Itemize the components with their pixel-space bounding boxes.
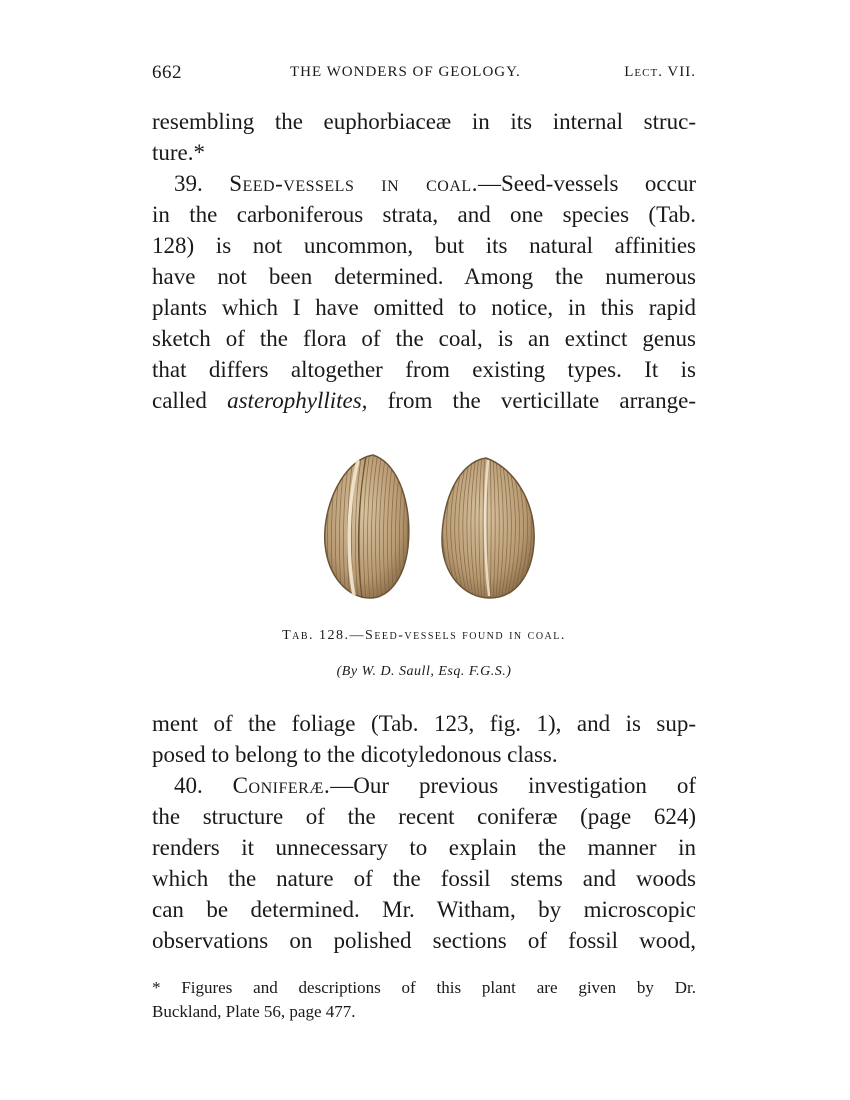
seed-vessels-svg bbox=[318, 452, 540, 602]
text-block-top bbox=[152, 106, 696, 416]
text-line: that differs altogether from existing types. It is bbox=[152, 357, 696, 382]
section-40-heading-line bbox=[152, 770, 696, 801]
text-line: which the nature of the fossil stems and woods bbox=[152, 866, 696, 891]
figure-caption: Tab. 128.—Seed-vessels found in coal. bbox=[282, 628, 566, 643]
seed-vessel-illustration bbox=[318, 452, 540, 602]
text-line: ture.* bbox=[152, 140, 206, 165]
text-line: in the carboniferous strata, and one species (Tab. bbox=[152, 202, 696, 227]
footnote-line: * Figures and descriptions of this plant are given by Dr. bbox=[152, 978, 696, 997]
genus-name: asterophyllites, bbox=[227, 388, 368, 413]
running-title: THE WONDERS OF GEOLOGY. bbox=[290, 64, 521, 80]
text-line: can be determined. Mr. Witham, by microscopic bbox=[152, 897, 696, 922]
running-header bbox=[152, 62, 696, 86]
text-line: sketch of the flora of the coal, is an extinct genus bbox=[152, 326, 696, 351]
section-number: 40. bbox=[174, 773, 203, 798]
text-line: posed to belong to the dicotyledonous class. bbox=[152, 742, 558, 767]
text-line: ment of the foliage (Tab. 123, fig. 1), and is sup- bbox=[152, 711, 696, 736]
text-line: the structure of the recent coniferæ (page 624) bbox=[152, 804, 696, 829]
lecture-label: Lect. VII. bbox=[624, 64, 696, 80]
seed-vessel-left bbox=[325, 452, 418, 602]
seed-vessel-right bbox=[439, 452, 540, 602]
figure-credit: (By W. D. Saull, Esq. F.G.S.) bbox=[336, 664, 512, 679]
text-fragment: called bbox=[152, 388, 228, 413]
text-line: plants which I have omitted to notice, in this rapid bbox=[152, 295, 696, 320]
text-fragment: —Seed-vessels occur bbox=[477, 171, 697, 196]
footnote bbox=[152, 976, 696, 1024]
text-line: resembling the euphorbiaceæ in its internal struc- bbox=[152, 109, 696, 134]
text-fragment: —Our previous investigation of bbox=[330, 773, 696, 798]
text-line: renders it unnecessary to explain the manner in bbox=[152, 835, 696, 860]
section-number: 39. bbox=[174, 171, 203, 196]
section-39-heading-line bbox=[152, 168, 696, 199]
section-heading: Seed-vessels in coal. bbox=[229, 171, 478, 196]
text-block-bottom bbox=[152, 708, 696, 956]
section-heading: Coniferæ. bbox=[232, 773, 331, 798]
text-line: have not been determined. Among the numerous bbox=[152, 264, 696, 289]
text-line bbox=[152, 385, 696, 416]
striation-line bbox=[411, 452, 418, 602]
text-fragment: from the verticillate arrange- bbox=[367, 388, 696, 413]
text-line: observations on polished sections of fossil wood, bbox=[152, 928, 696, 953]
page-number: 662 bbox=[152, 62, 182, 83]
text-line: 128) is not uncommon, but its natural affinities bbox=[152, 233, 696, 258]
footnote-line: Buckland, Plate 56, page 477. bbox=[152, 1002, 356, 1021]
